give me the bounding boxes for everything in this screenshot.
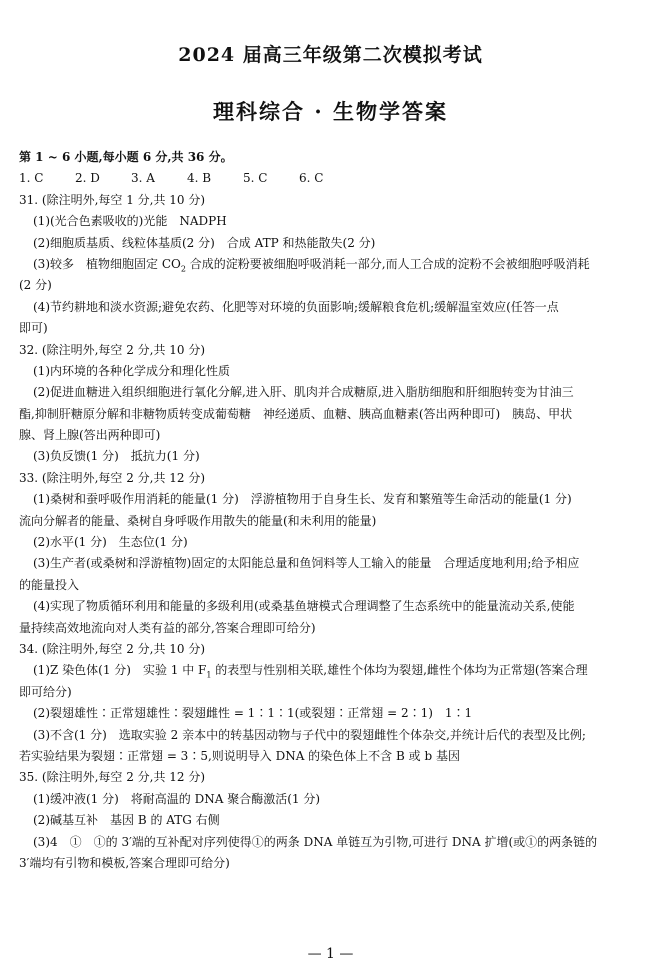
- mc-answer-4: 4. B: [187, 171, 212, 186]
- q32-heading: 32. (除注明外,每空 2 分,共 10 分): [19, 342, 206, 357]
- q32-part2: (2)促进血糖进入组织细胞进行氧化分解,进入肝、肌肉并合成糖原,进入脂肪细胞和肝细胞转变为甘油三: [33, 385, 574, 400]
- q33-part3: (3)生产者(或桑树和浮游植物)固定的太阳能总量和鱼饲料等人工输入的能量 合理适度地利用;给予相应: [33, 556, 580, 571]
- q33-part1-cont: 流向分解者的能量、桑树自身呼吸作用散失的能量(和未利用的能量): [19, 513, 377, 528]
- q31-part4-cont: 即可): [19, 321, 48, 336]
- q35-part3: (3)4 ① ①的 3′端的互补配对序列使得①的两条 DNA 单链互为引物,可进行 DNA 扩增(或①的两条链的: [33, 834, 598, 849]
- q33-heading: 33. (除注明外,每空 2 分,共 12 分): [19, 470, 206, 485]
- q35-part3-cont: 3′端均有引物和模板,答案合理即可给分): [19, 855, 230, 870]
- answer-content: [19, 147, 645, 874]
- mc-answers: [19, 168, 645, 189]
- q31-part3: (3)较多 植物细胞固定 $CO_2$ 合成的淀粉要被细胞呼吸消耗一部分,而人工合成的淀粉不会被细胞呼吸消耗: [33, 256, 590, 274]
- q35-part2: (2)碱基互补 基因 B 的 ATG 右侧: [33, 813, 220, 828]
- q32-part2-cont2: 腺、肾上腺(答出两种即可): [19, 428, 161, 443]
- q33-part3-cont: 的能量投入: [19, 577, 80, 592]
- q33-part1: (1)桑树和蚕呼吸作用消耗的能量(1 分) 浮游植物用于自身生长、发育和繁殖等生命活动的能量(1 分): [33, 492, 572, 507]
- q31-part4: (4)节约耕地和淡水资源;避免农药、化肥等对环境的负面影响;缓解粮食危机;缓解温室效应(任答一点: [33, 299, 559, 314]
- q35-heading: 35. (除注明外,每空 2 分,共 12 分): [19, 770, 206, 785]
- mc-answer-3: 3. A: [131, 171, 155, 186]
- subject-title: 理科综合 · 生物学答案: [213, 99, 448, 124]
- q33-part4: (4)实现了物质循环利用和能量的多级利用(或桑基鱼塘模式合理调整了生态系统中的能量流动关系,使能: [33, 599, 575, 614]
- q31-part1: (1)(光合色素吸收的)光能 NADPH: [33, 214, 227, 229]
- mc-heading: 第 1 ~ 6 小题,每小题 6 分,共 36 分。: [19, 150, 233, 164]
- q35-part1: (1)缓冲液(1 分) 将耐高温的 DNA 聚合酶激活(1 分): [33, 791, 321, 806]
- exam-title: 2024 届高三年级第二次模拟考试: [178, 44, 483, 66]
- q34-part3-cont: 若实验结果为裂翅∶正常翅 = 3∶5,则说明导入 DNA 的染色体上不含 B 或 b 基因: [19, 748, 460, 763]
- q31-part2: (2)细胞质基质、线粒体基质(2 分) 合成 ATP 和热能散失(2 分): [33, 235, 376, 250]
- mc-answer-2: 2. D: [75, 171, 100, 186]
- q34-part2: (2)裂翅雄性∶正常翅雄性∶裂翅雌性 = 1∶1∶1(或裂翅∶正常翅 = 2∶1) 1∶1: [33, 706, 473, 721]
- q33-part2: (2)水平(1 分) 生态位(1 分): [33, 535, 188, 550]
- mc-answer-1: 1. C: [19, 171, 44, 186]
- q32-part2-cont: 酯,抑制肝糖原分解和非糖物质转变成葡萄糖 神经递质、血糖、胰高血糖素(答出两种即可) 胰岛、甲状: [19, 406, 573, 421]
- q32-part1: (1)内环境的各种化学成分和理化性质: [33, 363, 230, 378]
- q34-part1: (1)Z 染色体(1 分) 实验 1 中 $F_1$ 的表型与性别相关联,雄性个体均为裂翅,雌性个体均为正常翅(答案合理: [33, 663, 588, 680]
- q33-part4-cont: 量持续高效地流向对人类有益的部分,答案合理即可给分): [19, 620, 316, 635]
- q34-part3: (3)不含(1 分) 选取实验 2 亲本中的转基因动物与子代中的裂翅雌性个体杂交,并统计后代的表型及比例;: [33, 727, 586, 742]
- mc-answer-5: 5. C: [243, 171, 268, 186]
- q32-part3: (3)负反馈(1 分) 抵抗力(1 分): [33, 449, 200, 464]
- q34-heading: 34. (除注明外,每空 2 分,共 10 分): [19, 641, 206, 656]
- mc-answer-6: 6. C: [299, 171, 324, 186]
- page-number: — 1 —: [307, 946, 354, 962]
- q34-part1-cont: 即可给分): [19, 684, 72, 699]
- q31-heading: 31. (除注明外,每空 1 分,共 10 分): [19, 192, 206, 207]
- q31-part3-cont: (2 分): [19, 278, 52, 293]
